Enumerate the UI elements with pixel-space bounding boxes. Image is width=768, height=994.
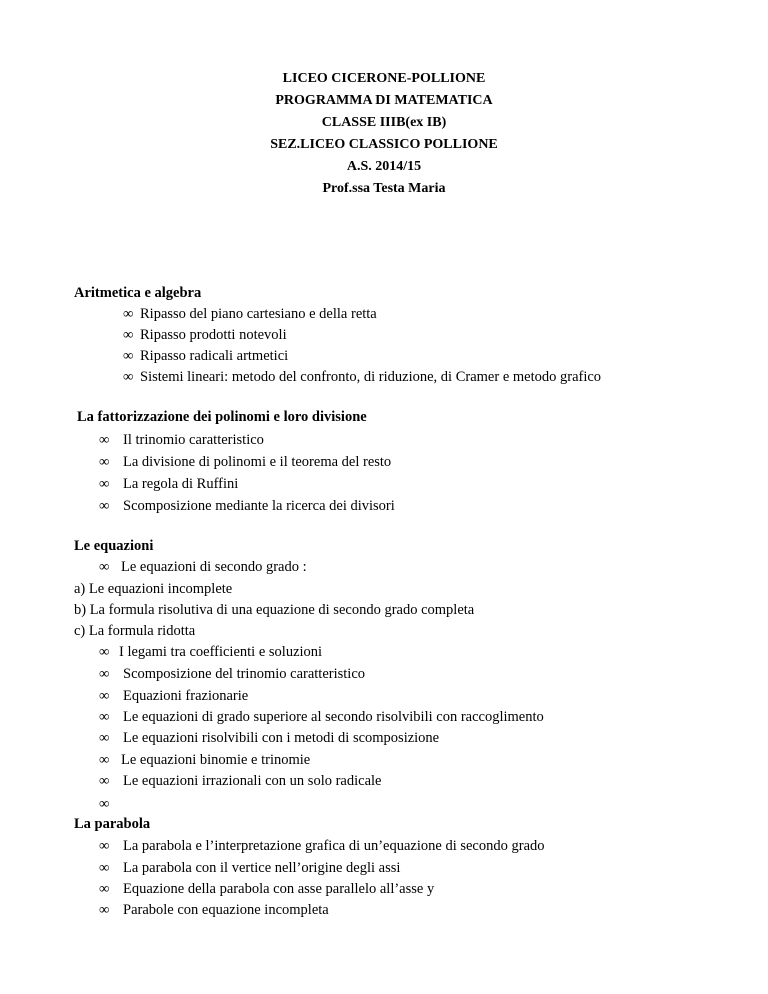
bullet-icon: ∞	[99, 709, 110, 725]
bullet-icon: ∞	[99, 644, 110, 660]
document-header	[0, 68, 768, 200]
program-title: PROGRAMMA DI MATEMATICA	[275, 93, 493, 108]
list-item: ∞ La parabola e l’interpretazione grafica di un’equazione di secondo grado	[99, 838, 545, 854]
class-name: CLASSE IIIB(ex IB)	[321, 115, 447, 130]
list-item: ∞ Scomposizione mediante la ricerca dei divisori	[99, 498, 395, 514]
school-year: A.S. 2014/15	[346, 159, 422, 174]
sub-list-item: a) Le equazioni incomplete	[74, 581, 233, 597]
list-item: ∞ Sistemi lineari: metodo del confronto, di riduzione, di Cramer e metodo grafico	[123, 369, 602, 385]
list-item: ∞ Equazione della parabola con asse parallelo all’asse y	[99, 881, 435, 897]
bullet-icon: ∞	[99, 688, 110, 704]
list-item: ∞ Le equazioni risolvibili con i metodi di scomposizione	[99, 730, 440, 746]
list-item: ∞ Le equazioni binomie e trinomie	[99, 752, 311, 768]
bullet-icon: ∞	[99, 752, 110, 768]
bullet-icon: ∞	[99, 559, 110, 575]
list-item: ∞ La regola di Ruffini	[99, 476, 239, 492]
list-item: ∞ Le equazioni di secondo grado :	[99, 559, 307, 575]
list-item: ∞ I legami tra coefficienti e soluzioni	[99, 644, 323, 660]
bullet-icon: ∞	[99, 860, 110, 876]
bullet-icon: ∞	[99, 881, 110, 897]
bullet-icon: ∞	[99, 454, 110, 470]
bullet-icon: ∞	[99, 498, 110, 514]
list-item: ∞ Ripasso prodotti notevoli	[123, 327, 287, 343]
list-item: ∞ Scomposizione del trinomio caratteristico	[99, 666, 366, 682]
bullet-icon: ∞	[99, 902, 110, 918]
list-item: ∞ Il trinomio caratteristico	[99, 432, 264, 448]
section-title-parabola: La parabola	[74, 816, 151, 832]
school-name: LICEO CICERONE-POLLIONE	[282, 71, 486, 86]
sub-list-item: b) La formula risolutiva di una equazione di secondo grado completa	[74, 602, 475, 618]
teacher-name: Prof.ssa Testa Maria	[322, 181, 446, 196]
bullet-icon: ∞	[99, 432, 110, 448]
empty-list-item	[99, 795, 116, 813]
bullet-icon: ∞	[99, 773, 110, 789]
bullet-icon: ∞	[123, 348, 134, 364]
section-title-aritmetica: Aritmetica e algebra	[74, 285, 202, 301]
list-item: ∞ Ripasso del piano cartesiano e della retta	[123, 306, 377, 322]
bullet-icon: ∞	[99, 666, 110, 682]
list-item: ∞ Le equazioni irrazionali con un solo radicale	[99, 773, 382, 789]
bullet-icon: ∞	[123, 306, 134, 322]
section-name: SEZ.LICEO CLASSICO POLLIONE	[270, 137, 498, 152]
list-item: ∞ La parabola con il vertice nell’origine degli assi	[99, 860, 401, 876]
bullet-icon: ∞	[99, 796, 110, 812]
list-item: ∞ Equazioni frazionarie	[99, 688, 249, 704]
section-title-equazioni: Le equazioni	[74, 538, 154, 554]
bullet-icon: ∞	[99, 476, 110, 492]
bullet-icon: ∞	[123, 327, 134, 343]
bullet-icon: ∞	[99, 730, 110, 746]
bullet-icon: ∞	[123, 369, 134, 385]
list-item: ∞ Le equazioni di grado superiore al secondo risolvibili con raccoglimento	[99, 709, 544, 725]
section-title-fattorizzazione: La fattorizzazione dei polinomi e loro divisione	[77, 409, 367, 425]
bullet-icon: ∞	[99, 838, 110, 854]
sub-list-item: c) La formula ridotta	[74, 623, 196, 639]
list-item: ∞ Ripasso radicali artmetici	[123, 348, 289, 364]
list-item: ∞ La divisione di polinomi e il teorema del resto	[99, 454, 392, 470]
list-item: ∞ Parabole con equazione incompleta	[99, 902, 329, 918]
